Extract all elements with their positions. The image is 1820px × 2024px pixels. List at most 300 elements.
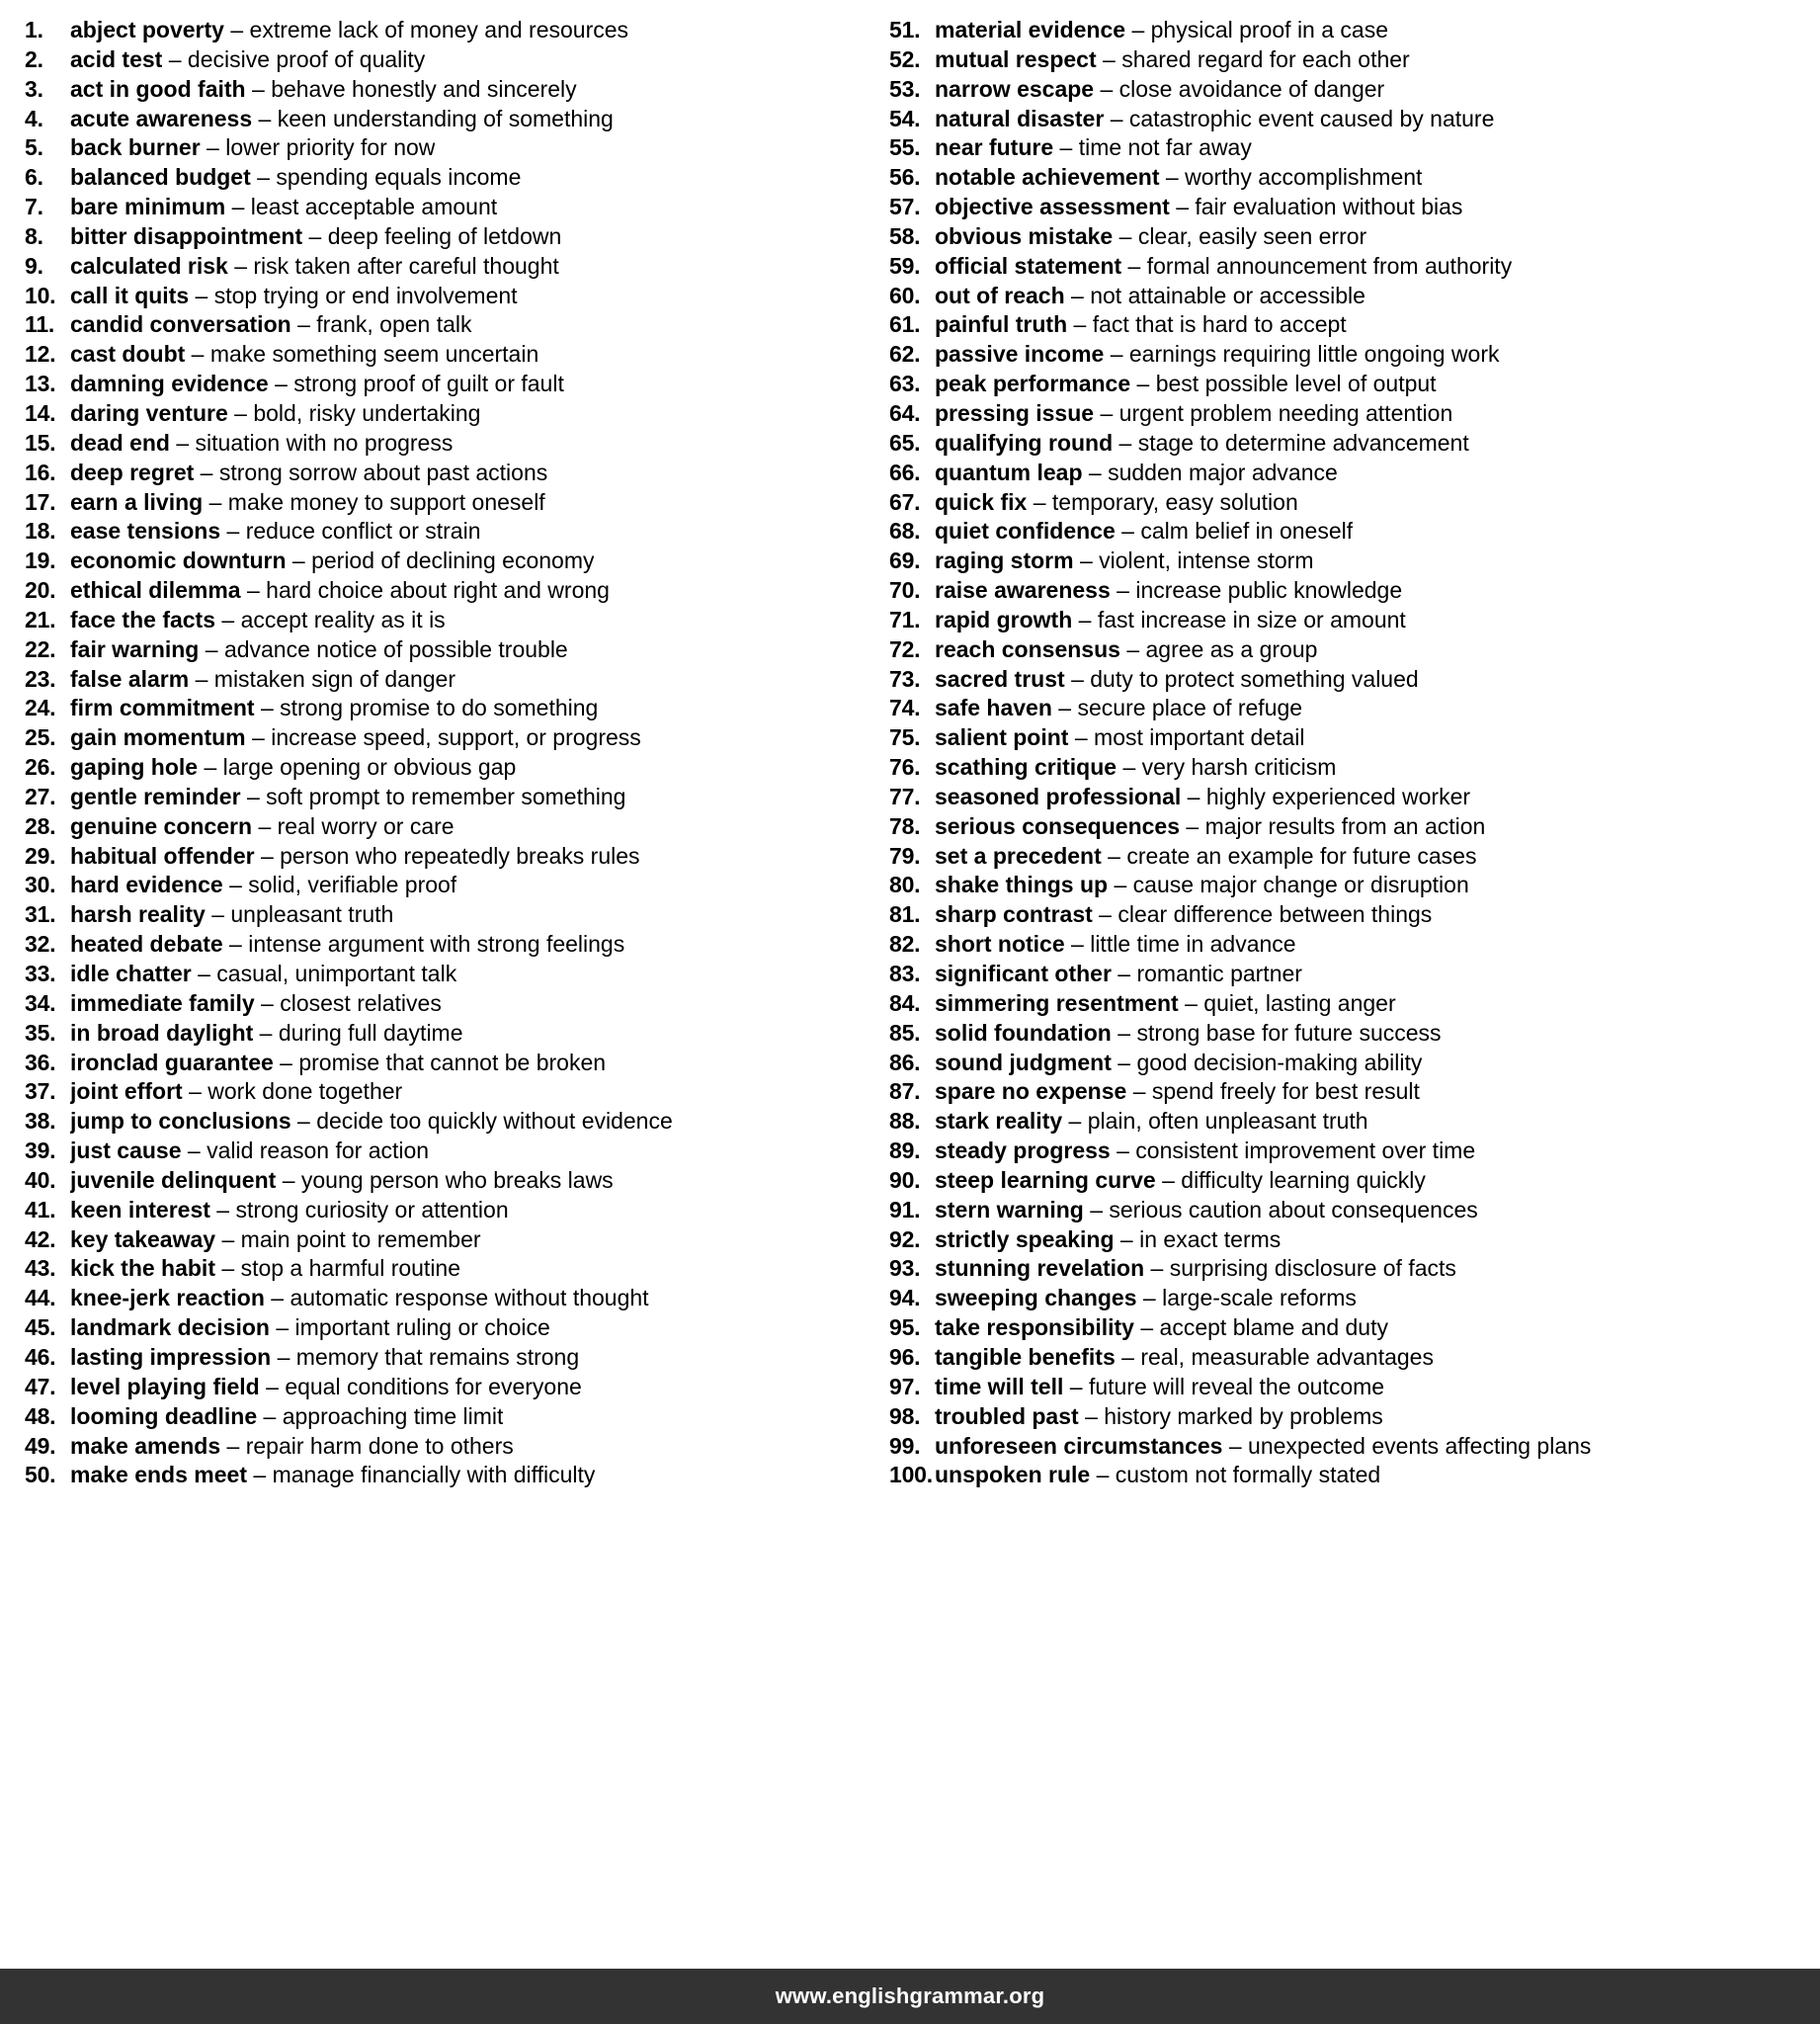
entry-number: 62. [889, 341, 921, 368]
entry-number: 74. [889, 695, 921, 721]
list-item [25, 163, 889, 193]
entry-body [935, 900, 1432, 930]
entry-number: 86. [889, 1049, 921, 1075]
entry-definition: physical proof in a case [1150, 17, 1388, 42]
entry-number: 45. [25, 1314, 56, 1341]
entry-body [935, 75, 1384, 105]
entry-body [935, 1313, 1388, 1343]
entry-term: rapid growth [935, 606, 1073, 632]
entry-definition: not attainable or accessible [1090, 282, 1365, 308]
entry-definition: strong base for future success [1136, 1019, 1442, 1046]
entry-separator-dash: – [260, 842, 274, 869]
entry-definition: future will reveal the outcome [1088, 1373, 1385, 1399]
entry-separator-dash: – [1162, 1166, 1175, 1193]
entry-definition: strong promise to do something [280, 695, 599, 721]
list-item [889, 812, 1820, 842]
entry-number: 76. [889, 754, 921, 781]
list-item [889, 547, 1820, 576]
list-item [25, 282, 889, 311]
entry-body [70, 1343, 579, 1373]
entry-definition: keen understanding of something [277, 105, 614, 131]
entry-number: 2. [25, 45, 43, 72]
entry-term: immediate family [70, 989, 255, 1016]
entry-separator-dash: – [252, 724, 265, 751]
entry-term: hard evidence [70, 872, 223, 898]
entry-body [935, 1107, 1368, 1137]
entry-definition: soft prompt to remember something [266, 783, 626, 809]
entry-term: stark reality [935, 1108, 1063, 1135]
entry-separator-dash: – [1079, 548, 1093, 574]
entry-definition: spend freely for best result [1151, 1078, 1420, 1105]
entry-number: 28. [25, 812, 56, 839]
entry-number: 38. [25, 1108, 56, 1135]
entry-definition: earnings requiring little ongoing work [1128, 341, 1500, 368]
entry-separator-dash: – [1090, 1196, 1103, 1223]
footer-website-url: www.englishgrammar.org [775, 1983, 1045, 2008]
entry-body [70, 340, 538, 370]
entry-number: 14. [25, 399, 56, 426]
entry-definition: make money to support oneself [227, 488, 545, 515]
entry-separator-dash: – [1117, 1019, 1131, 1046]
list-item [25, 1402, 889, 1432]
entry-separator-dash: – [1110, 341, 1123, 368]
list-item [889, 399, 1820, 429]
left-column [0, 16, 889, 1490]
list-item [889, 193, 1820, 222]
entry-separator-dash: – [1108, 842, 1120, 869]
entry-body [935, 133, 1252, 163]
entry-term: notable achievement [935, 164, 1160, 191]
entry-body [935, 960, 1302, 989]
entry-body [70, 163, 521, 193]
entry-separator-dash: – [1099, 901, 1112, 928]
list-item [25, 133, 889, 163]
entry-term: looming deadline [70, 1402, 258, 1429]
entry-number: 91. [889, 1196, 921, 1223]
entry-separator-dash: – [1186, 812, 1200, 839]
list-item [889, 1137, 1820, 1166]
entry-definition: close avoidance of danger [1118, 75, 1385, 102]
entry-number: 78. [889, 812, 921, 839]
entry-definition: violent, intense storm [1099, 548, 1314, 574]
entry-definition: best possible level of output [1155, 371, 1437, 397]
entry-term: heated debate [70, 931, 223, 958]
entry-body [70, 871, 456, 900]
entry-number: 59. [889, 252, 921, 279]
list-item [889, 1373, 1820, 1402]
list-item [889, 340, 1820, 370]
entry-separator-dash: – [1059, 134, 1073, 161]
entry-definition: automatic response without thought [290, 1285, 649, 1311]
list-item [25, 1254, 889, 1284]
entry-term: scathing critique [935, 754, 1117, 781]
list-item [25, 783, 889, 812]
list-item [25, 310, 889, 340]
entry-body [70, 1373, 582, 1402]
entry-body [70, 252, 559, 282]
entry-body [70, 1166, 614, 1196]
entry-term: damning evidence [70, 371, 269, 397]
entry-separator-dash: – [1103, 45, 1116, 72]
entry-definition: calm belief in oneself [1140, 518, 1354, 545]
entry-definition: history marked by problems [1104, 1402, 1383, 1429]
entry-term: gaping hole [70, 754, 199, 781]
list-item [25, 488, 889, 518]
entry-body [935, 429, 1469, 459]
entry-number: 13. [25, 371, 56, 397]
entry-number: 6. [25, 164, 43, 191]
entry-number: 82. [889, 931, 921, 958]
entry-definition: young person who breaks laws [300, 1166, 614, 1193]
entry-body [70, 488, 545, 518]
entry-definition: time not far away [1078, 134, 1252, 161]
entry-definition: risk taken after careful thought [253, 252, 559, 279]
entry-term: passive income [935, 341, 1105, 368]
entry-term: raise awareness [935, 577, 1111, 604]
entry-definition: major results from an action [1204, 812, 1486, 839]
list-item [25, 252, 889, 282]
entry-term: gain momentum [70, 724, 246, 751]
entry-number: 24. [25, 695, 56, 721]
entry-definition: most important detail [1094, 724, 1305, 751]
entry-separator-dash: – [221, 1225, 235, 1252]
entry-separator-dash: – [230, 17, 244, 42]
entry-number: 93. [889, 1255, 921, 1282]
entry-term: false alarm [70, 665, 190, 692]
entry-body [935, 1077, 1420, 1107]
entry-term: quiet confidence [935, 518, 1116, 545]
entry-separator-dash: – [282, 1166, 295, 1193]
entry-body [70, 1432, 514, 1462]
entry-term: act in good faith [70, 75, 246, 102]
entry-term: bitter disappointment [70, 222, 303, 249]
entry-body [70, 1019, 463, 1049]
entry-body [935, 1196, 1478, 1225]
entry-number: 98. [889, 1402, 921, 1429]
list-item [889, 222, 1820, 252]
entry-term: near future [935, 134, 1054, 161]
entry-separator-dash: – [308, 222, 322, 249]
entry-body [935, 1343, 1434, 1373]
entry-body [935, 459, 1338, 488]
entry-body [70, 783, 625, 812]
entry-body [935, 488, 1298, 518]
entry-separator-dash: – [1071, 665, 1084, 692]
entry-body [935, 812, 1485, 842]
list-item [25, 694, 889, 723]
entry-number: 21. [25, 606, 56, 632]
entry-separator-dash: – [1073, 311, 1087, 338]
list-item [889, 1196, 1820, 1225]
entry-term: unforeseen circumstances [935, 1432, 1223, 1459]
entry-definition: valid reason for action [207, 1138, 430, 1164]
entry-definition: frank, open talk [316, 311, 472, 338]
entry-body [935, 370, 1437, 399]
list-item [889, 1049, 1820, 1078]
list-item [889, 1461, 1820, 1490]
entry-number: 83. [889, 961, 921, 986]
list-item [25, 16, 889, 45]
entry-term: acid test [70, 45, 163, 72]
entry-definition: during full daytime [278, 1019, 463, 1046]
entry-term: make amends [70, 1432, 221, 1459]
entry-term: ethical dilemma [70, 577, 241, 604]
list-item [889, 310, 1820, 340]
entry-definition: work done together [207, 1078, 403, 1105]
entry-number: 52. [889, 45, 921, 72]
list-item [889, 989, 1820, 1019]
list-item [889, 1432, 1820, 1462]
entry-body [935, 576, 1402, 606]
entry-body [935, 635, 1317, 665]
entry-definition: fair evaluation without bias [1195, 194, 1463, 220]
entry-body [70, 665, 455, 695]
entry-number: 23. [25, 665, 56, 692]
list-item [25, 193, 889, 222]
entry-body [70, 1313, 550, 1343]
entry-separator-dash: – [1118, 429, 1132, 456]
entry-number: 79. [889, 842, 921, 869]
entry-definition: large opening or obvious gap [222, 754, 517, 781]
list-item [25, 871, 889, 900]
entry-number: 90. [889, 1166, 921, 1193]
list-item [889, 517, 1820, 547]
entry-body [935, 842, 1476, 872]
entry-term: ironclad guarantee [70, 1049, 274, 1075]
entry-body [935, 665, 1419, 695]
entry-number: 33. [25, 961, 56, 986]
entry-definition: fact that is hard to accept [1092, 311, 1347, 338]
list-item [889, 1284, 1820, 1313]
entry-body [935, 723, 1305, 753]
entry-separator-dash: – [257, 164, 270, 191]
entry-term: keen interest [70, 1196, 210, 1223]
entry-body [935, 105, 1494, 134]
entry-definition: advance notice of possible trouble [223, 635, 568, 662]
list-item [25, 1196, 889, 1225]
entry-definition: closest relatives [280, 989, 442, 1016]
entry-separator-dash: – [1074, 724, 1088, 751]
list-item [889, 1166, 1820, 1196]
entry-definition: strong proof of guilt or fault [293, 371, 564, 397]
entry-body [70, 1284, 649, 1313]
entry-term: abject poverty [70, 17, 224, 42]
list-item [25, 665, 889, 695]
entry-separator-dash: – [205, 635, 218, 662]
entry-term: face the facts [70, 606, 216, 632]
entry-number: 85. [889, 1019, 921, 1046]
entry-separator-dash: – [1187, 783, 1200, 809]
entry-term: mutual respect [935, 45, 1097, 72]
entry-separator-dash: – [1117, 1138, 1129, 1164]
entry-term: in broad daylight [70, 1019, 254, 1046]
entry-number: 60. [889, 282, 921, 308]
entry-definition: urgent problem needing attention [1118, 399, 1453, 426]
entry-body [70, 1077, 402, 1107]
entry-separator-dash: – [1033, 488, 1046, 515]
list-item [889, 576, 1820, 606]
list-item [25, 429, 889, 459]
entry-body [70, 75, 577, 105]
entry-number: 80. [889, 872, 921, 898]
entry-body [935, 694, 1302, 723]
entry-separator-dash: – [216, 1196, 230, 1223]
entry-term: lasting impression [70, 1343, 272, 1370]
entry-body [935, 1049, 1422, 1078]
entry-body [935, 606, 1406, 635]
entry-body [70, 1402, 503, 1432]
entry-number: 42. [25, 1225, 56, 1252]
entry-term: qualifying round [935, 429, 1114, 456]
entry-definition: make something seem uncertain [209, 341, 539, 368]
entry-definition: promise that cannot be broken [298, 1049, 607, 1075]
entry-separator-dash: – [168, 45, 182, 72]
entry-separator-dash: – [1122, 754, 1136, 781]
entry-definition: real worry or care [277, 812, 455, 839]
entry-term: candid conversation [70, 311, 291, 338]
entry-definition: real, measurable advantages [1140, 1343, 1434, 1370]
entry-number: 18. [25, 518, 56, 545]
list-item [25, 1077, 889, 1107]
entry-body [70, 1254, 460, 1284]
footer-banner [0, 1969, 1820, 2024]
list-item [25, 1284, 889, 1313]
entry-separator-dash: – [271, 1285, 285, 1311]
list-item [25, 340, 889, 370]
entry-number: 94. [889, 1285, 921, 1311]
entry-definition: good decision-making ability [1136, 1049, 1423, 1075]
entry-separator-dash: – [1142, 1285, 1156, 1311]
entry-definition: surprising disclosure of facts [1169, 1255, 1456, 1282]
entry-number: 43. [25, 1255, 56, 1282]
entry-separator-dash: – [187, 1138, 201, 1164]
entry-definition: shared regard for each other [1121, 45, 1410, 72]
entry-body [935, 517, 1353, 547]
entry-definition: duty to protect something valued [1090, 665, 1419, 692]
entry-definition: difficulty learning quickly [1181, 1166, 1426, 1193]
entry-term: joint effort [70, 1078, 183, 1105]
entry-separator-dash: – [229, 931, 242, 958]
entry-body [70, 694, 598, 723]
entry-number: 56. [889, 164, 921, 191]
entry-number: 19. [25, 548, 56, 574]
entry-body [935, 1137, 1475, 1166]
entry-body [70, 842, 640, 872]
entry-definition: in exact terms [1139, 1225, 1282, 1252]
entry-body [70, 1137, 429, 1166]
entry-body [935, 1166, 1426, 1196]
entry-separator-dash: – [234, 252, 247, 279]
entry-number: 51. [889, 17, 921, 42]
entry-body [70, 399, 480, 429]
entry-separator-dash: – [297, 1108, 310, 1135]
entry-number: 53. [889, 75, 921, 102]
entry-term: peak performance [935, 371, 1131, 397]
entry-term: reach consensus [935, 635, 1120, 662]
list-item [25, 1461, 889, 1490]
entry-term: acute awareness [70, 105, 253, 131]
entry-number: 50. [25, 1462, 56, 1488]
list-item [25, 723, 889, 753]
entry-number: 41. [25, 1196, 56, 1223]
entry-definition: hard choice about right and wrong [266, 577, 610, 604]
entry-body [70, 547, 594, 576]
entry-number: 36. [25, 1049, 56, 1075]
list-item [889, 783, 1820, 812]
entry-definition: spending equals income [276, 164, 522, 191]
entry-term: seasoned professional [935, 783, 1182, 809]
list-item [889, 105, 1820, 134]
entry-body [70, 930, 624, 960]
entry-body [935, 163, 1422, 193]
entry-separator-dash: – [297, 311, 310, 338]
entry-definition: cause major change or disruption [1132, 872, 1469, 898]
entry-body [935, 989, 1396, 1019]
entry-number: 84. [889, 989, 921, 1016]
list-item [25, 576, 889, 606]
entry-term: kick the habit [70, 1255, 215, 1282]
entry-list-left [25, 16, 889, 1490]
entry-term: landmark decision [70, 1314, 270, 1341]
entry-definition: romantic partner [1136, 961, 1302, 986]
entry-term: salient point [935, 724, 1069, 751]
list-item [889, 252, 1820, 282]
entry-separator-dash: – [221, 1255, 235, 1282]
entry-separator-dash: – [226, 1432, 240, 1459]
entry-definition: stage to determine advancement [1137, 429, 1469, 456]
entry-term: just cause [70, 1138, 182, 1164]
entry-body [935, 1225, 1281, 1255]
entry-body [935, 1284, 1357, 1313]
entry-number: 35. [25, 1019, 56, 1046]
entry-number: 65. [889, 429, 921, 456]
entry-number: 55. [889, 134, 921, 161]
entry-term: obvious mistake [935, 222, 1114, 249]
entry-term: quantum leap [935, 459, 1083, 485]
entry-body [935, 282, 1365, 311]
entry-term: economic downturn [70, 548, 287, 574]
entry-separator-dash: – [1096, 1462, 1110, 1488]
entry-definition: bold, risky undertaking [253, 399, 481, 426]
entry-number: 96. [889, 1343, 921, 1370]
entry-definition: least acceptable amount [250, 194, 498, 220]
entry-term: bare minimum [70, 194, 226, 220]
list-item [889, 871, 1820, 900]
list-item [25, 1049, 889, 1078]
entry-definition: little time in advance [1090, 931, 1296, 958]
entry-body [935, 399, 1452, 429]
entry-number: 1. [25, 17, 43, 42]
entry-separator-dash: – [195, 282, 208, 308]
entry-number: 39. [25, 1138, 56, 1164]
entry-number: 75. [889, 724, 921, 751]
entry-body [935, 1254, 1456, 1284]
list-item [889, 1254, 1820, 1284]
list-item [889, 488, 1820, 518]
entry-separator-dash: – [259, 1019, 273, 1046]
entry-definition: casual, unimportant talk [216, 961, 457, 986]
entry-definition: large-scale reforms [1162, 1285, 1357, 1311]
entry-number: 9. [25, 252, 43, 279]
list-item [25, 105, 889, 134]
entry-body [70, 606, 446, 635]
entry-definition: clear, easily seen error [1137, 222, 1367, 249]
entry-definition: repair harm done to others [245, 1432, 514, 1459]
entry-body [70, 1461, 595, 1490]
entry-term: juvenile delinquent [70, 1166, 277, 1193]
entry-separator-dash: – [234, 399, 247, 426]
entry-separator-dash: – [246, 577, 260, 604]
